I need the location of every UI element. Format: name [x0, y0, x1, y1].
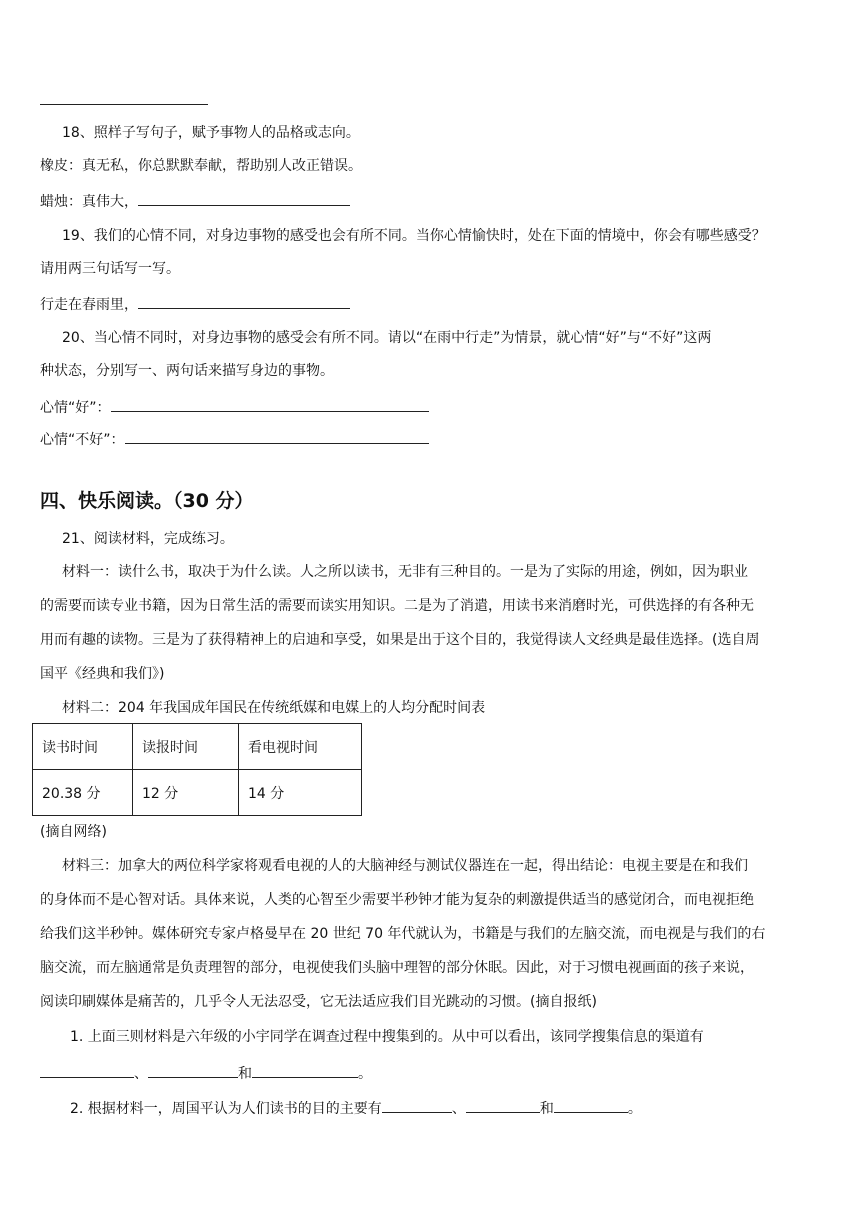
answer-line-top: [40, 104, 208, 105]
material1-line: 国平《经典和我们》): [40, 666, 165, 682]
sub2-end: 。: [627, 1101, 642, 1117]
material1-line: 用而有趣的读物。三是为了获得精神上的启迪和享受，如果是出于这个目的，我觉得读人文经典是最佳选择。(选自周: [40, 632, 760, 648]
sub1-sep: 、: [134, 1066, 148, 1082]
sub2-sep: 、: [451, 1101, 466, 1117]
q18-task-prefix: 蜡烛：真伟大，: [40, 194, 138, 210]
table-header-cell: 读报时间: [133, 724, 239, 770]
sub2-blank-3[interactable]: [554, 1098, 628, 1113]
table-header-row: [33, 724, 362, 770]
q18-prompt: 18、照样子写句子，赋予事物人的品格或志向。: [62, 125, 360, 141]
sub1-end: 。: [358, 1066, 372, 1082]
sub2-blank-1[interactable]: [382, 1098, 452, 1113]
sub1-blank-2[interactable]: [148, 1063, 238, 1078]
material3-line: 给我们这半秒钟。媒体研究专家卢格曼早在 20 世纪 70 年代就认为，书籍是与我们的左脑交流，而电视是与我们的右: [40, 926, 766, 942]
q19-task: [40, 294, 350, 314]
q20-good-blank[interactable]: [111, 397, 429, 412]
table-cell: 20.38 分: [33, 770, 133, 816]
q19-answer-blank[interactable]: [138, 294, 350, 309]
q20-good-label: 心情“好”：: [40, 400, 111, 416]
q18-task: [40, 191, 350, 211]
material1-line: 的需要而读专业书籍，因为日常生活的需要而读实用知识。二是为了消遣，用读书来消磨时光，可供选择的有各种无: [40, 598, 754, 614]
material3-line: 脑交流，而左脑通常是负责理智的部分，电视使我们头脑中理智的部分休眠。因此，对于习惯电视画面的孩子来说，: [40, 960, 754, 976]
q20-bad-row: [40, 429, 429, 449]
time-table: [32, 723, 362, 816]
material3-line: 阅读印刷媒体是痛苦的，几乎令人无法忍受，它无法适应我们目光跳动的习惯。(摘自报纸): [40, 994, 597, 1010]
q20-bad-label: 心情“不好”：: [40, 432, 125, 448]
sub1-answer-row: [40, 1063, 372, 1083]
sub1-blank-3[interactable]: [252, 1063, 358, 1078]
q20-prompt-line1: 20、当心情不同时，对身边事物的感受会有所不同。请以“在雨中行走”为情景，就心情“好”与“不好”这两: [62, 330, 712, 346]
material3-line: 的身体而不是心智对话。具体来说，人类的心智至少需要半秒钟才能为复杂的刺激提供适当的感觉闭合，而电视拒绝: [40, 892, 754, 908]
sub2-row: [70, 1098, 642, 1118]
material1-line: 材料一：读什么书，取决于为什么读。人之所以读书，无非有三种目的。一是为了实际的用途，例如，因为职业: [62, 564, 748, 580]
table-cell: 14 分: [239, 770, 362, 816]
q21-prompt: 21、阅读材料，完成练习。: [62, 531, 234, 547]
sub1-blank-1[interactable]: [40, 1063, 134, 1078]
material2-title: 材料二：204 年我国成年国民在传统纸媒和电媒上的人均分配时间表: [62, 700, 486, 716]
section-heading: 四、快乐阅读。（30 分）: [40, 490, 254, 512]
q19-task-prefix: 行走在春雨里，: [40, 297, 138, 313]
q19-prompt-line2: 请用两三句话写一写。: [40, 261, 180, 277]
sub1-prompt: 1. 上面三则材料是六年级的小宇同学在调查过程中搜集到的。从中可以看出，该同学搜集信息的渠道有: [70, 1029, 704, 1045]
sub2-blank-2[interactable]: [466, 1098, 540, 1113]
q19-prompt-line1: 19、我们的心情不同，对身边事物的感受也会有所不同。当你心情愉快时，处在下面的情境中，你会有哪些感受？: [62, 228, 766, 244]
table-header-cell: 看电视时间: [239, 724, 362, 770]
material3-line: 材料三：加拿大的两位科学家将观看电视的人的大脑神经与测试仪器连在一起，得出结论：电视主要是在和我们: [62, 858, 748, 874]
q20-good-row: [40, 397, 429, 417]
table-row: [33, 770, 362, 816]
q18-example: 橡皮：真无私，你总默默奉献，帮助别人改正错误。: [40, 158, 362, 174]
source-note: (摘自网络): [40, 824, 107, 840]
sub1-sep: 和: [238, 1066, 252, 1082]
table-cell: 12 分: [133, 770, 239, 816]
q18-answer-blank[interactable]: [138, 191, 350, 206]
sub2-sep: 和: [539, 1101, 554, 1117]
q20-bad-blank[interactable]: [125, 429, 429, 444]
q20-prompt-line2: 种状态，分别写一、两句话来描写身边的事物。: [40, 363, 334, 379]
table-header-cell: 读书时间: [33, 724, 133, 770]
sub2-prompt: 2. 根据材料一，周国平认为人们读书的目的主要有: [70, 1101, 382, 1117]
